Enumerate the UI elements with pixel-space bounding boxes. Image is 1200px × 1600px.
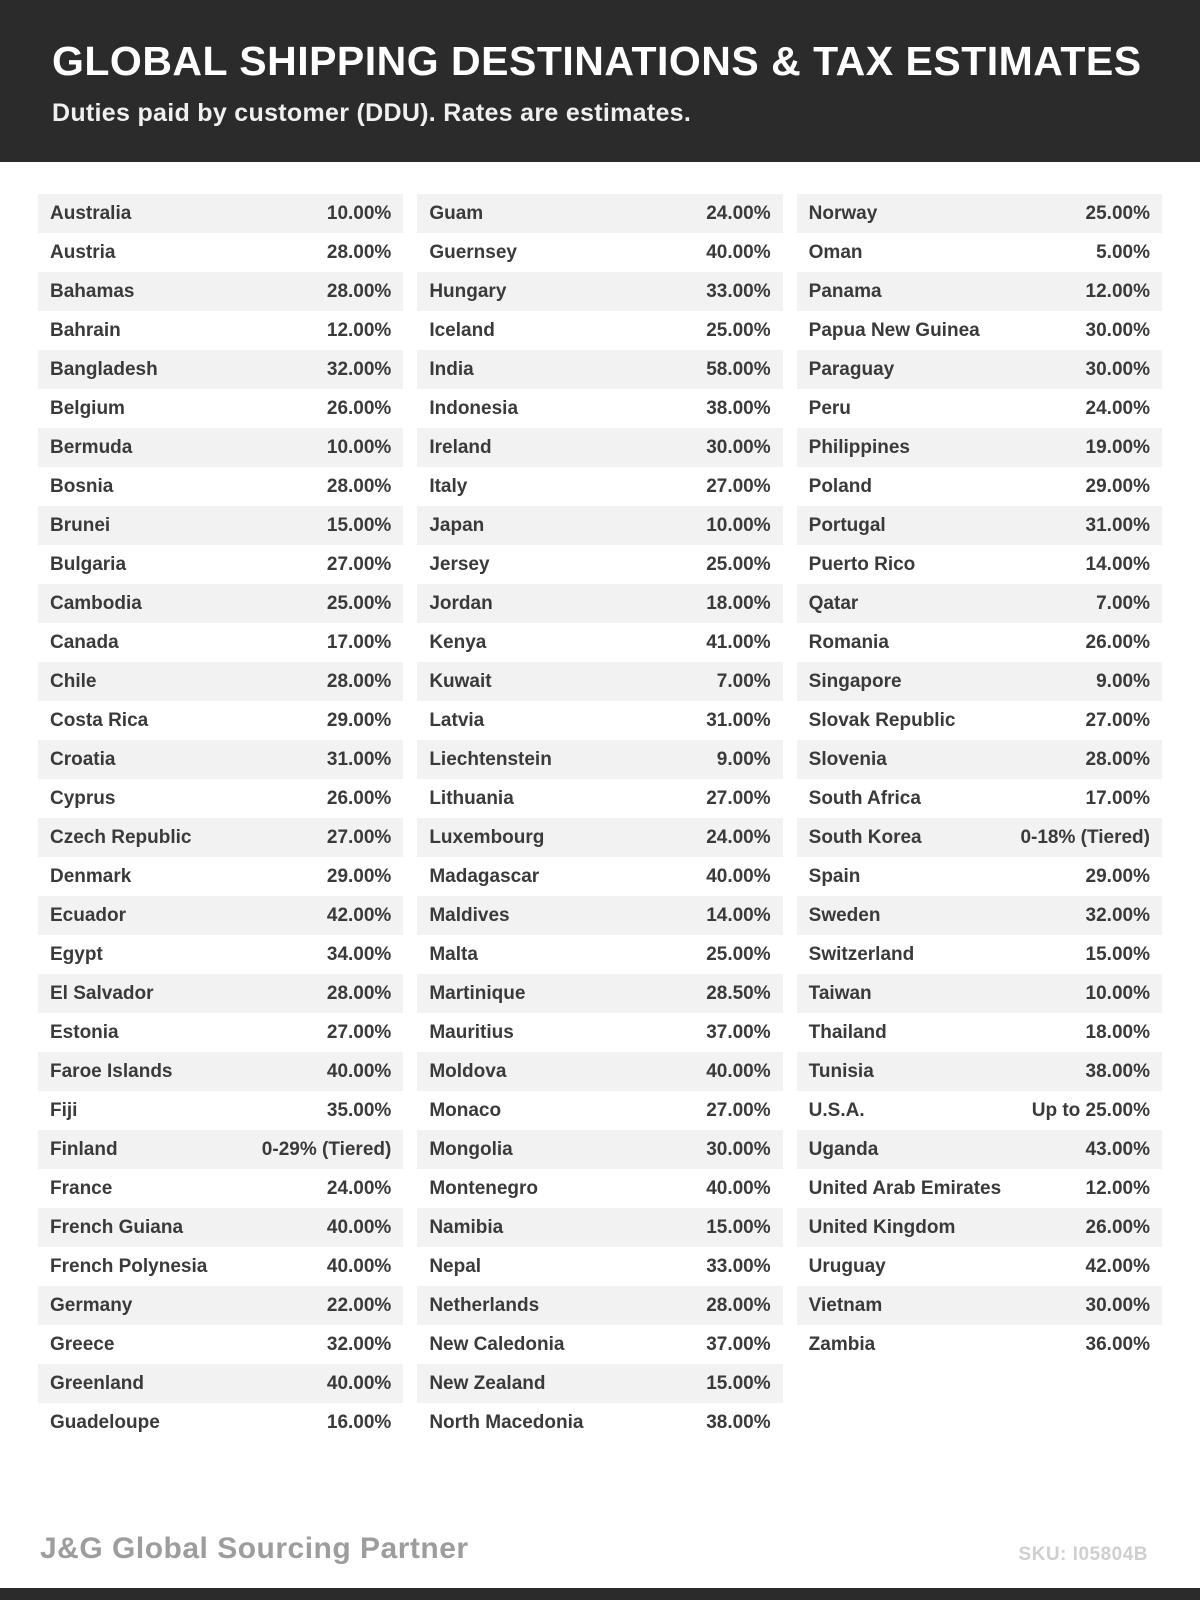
tax-rate: 28.00% <box>326 670 392 692</box>
table-row <box>797 662 1162 701</box>
country-name: South Africa <box>808 787 921 809</box>
table-row <box>417 506 782 545</box>
table-row <box>38 857 403 896</box>
country-name: Costa Rica <box>50 709 149 731</box>
tax-rate: 10.00% <box>326 202 392 224</box>
country-name: Faroe Islands <box>50 1060 173 1082</box>
page-header <box>0 0 1200 162</box>
country-name: Canada <box>50 631 119 653</box>
table-row <box>797 506 1162 545</box>
tax-rate: 32.00% <box>326 1333 392 1355</box>
table-row <box>417 857 782 896</box>
country-name: Germany <box>50 1294 133 1316</box>
country-name: Namibia <box>429 1216 504 1238</box>
table-row <box>417 818 782 857</box>
tax-rate: 33.00% <box>706 280 771 302</box>
country-name: French Polynesia <box>50 1255 208 1277</box>
tax-rate: 0-29% (Tiered) <box>261 1138 392 1160</box>
table-row <box>797 1325 1162 1364</box>
tax-rate: 17.00% <box>1085 787 1150 809</box>
tax-rate: 41.00% <box>706 631 771 653</box>
tax-rate: 5.00% <box>1096 241 1150 263</box>
country-name: France <box>50 1177 113 1199</box>
country-name: Taiwan <box>808 982 872 1004</box>
country-name: Switzerland <box>808 943 915 965</box>
tax-rate: 35.00% <box>326 1099 392 1121</box>
country-name: Guam <box>429 202 484 224</box>
country-name: Greece <box>50 1333 115 1355</box>
tax-rate: 32.00% <box>1085 904 1150 926</box>
table-row <box>38 1091 403 1130</box>
tax-rate: 18.00% <box>706 592 771 614</box>
tax-rate: 40.00% <box>706 241 771 263</box>
table-row <box>38 740 403 779</box>
country-name: Slovenia <box>808 748 887 770</box>
tax-rate: 26.00% <box>1085 631 1150 653</box>
table-row <box>797 584 1162 623</box>
tax-rate: 28.00% <box>326 982 392 1004</box>
country-name: Japan <box>429 514 485 536</box>
country-name: United Kingdom <box>808 1216 956 1238</box>
table-row <box>38 506 403 545</box>
country-name: Finland <box>50 1138 118 1160</box>
table-row <box>417 350 782 389</box>
tax-rate: 36.00% <box>1085 1333 1150 1355</box>
sku-label: SKU: I05804B <box>1018 1544 1148 1565</box>
table-row <box>417 1091 782 1130</box>
tax-rate: 15.00% <box>706 1372 771 1394</box>
table-row <box>797 1091 1162 1130</box>
country-name: El Salvador <box>50 982 154 1004</box>
table-row <box>417 896 782 935</box>
tax-rate: 9.00% <box>716 748 771 770</box>
country-name: New Caledonia <box>429 1333 565 1355</box>
tax-rate: 29.00% <box>326 709 392 731</box>
tax-rate: 28.00% <box>326 241 392 263</box>
tax-rate: 40.00% <box>706 1060 771 1082</box>
table-row <box>417 701 782 740</box>
table-row <box>38 428 403 467</box>
country-name: Malta <box>429 943 478 965</box>
country-name: Netherlands <box>429 1294 540 1316</box>
table-row <box>417 1208 782 1247</box>
table-row <box>38 1208 403 1247</box>
tax-rate: 15.00% <box>706 1216 771 1238</box>
table-row <box>417 740 782 779</box>
table-row <box>417 1013 782 1052</box>
country-name: U.S.A. <box>808 1099 865 1121</box>
table-row <box>38 467 403 506</box>
rates-column-1 <box>38 194 403 1442</box>
table-row <box>38 623 403 662</box>
table-row <box>797 1169 1162 1208</box>
tax-rate: 12.00% <box>1085 280 1150 302</box>
tax-rate: 17.00% <box>326 631 392 653</box>
table-row <box>38 701 403 740</box>
tax-rate: 27.00% <box>326 553 392 575</box>
country-name: Singapore <box>808 670 902 692</box>
tax-rate: 24.00% <box>326 1177 392 1199</box>
table-row <box>38 1130 403 1169</box>
table-row <box>38 662 403 701</box>
country-name: Uganda <box>808 1138 879 1160</box>
table-row <box>797 311 1162 350</box>
country-name: North Macedonia <box>429 1411 584 1433</box>
table-row <box>797 1013 1162 1052</box>
country-name: Austria <box>50 241 116 263</box>
tax-rate: 38.00% <box>1085 1060 1150 1082</box>
country-name: Uruguay <box>808 1255 886 1277</box>
country-name: Bosnia <box>50 475 114 497</box>
tax-rate: 22.00% <box>326 1294 392 1316</box>
tax-rate: 27.00% <box>1085 709 1150 731</box>
country-name: Indonesia <box>429 397 519 419</box>
country-name: Croatia <box>50 748 116 770</box>
country-name: Ecuador <box>50 904 127 926</box>
tax-rate: 19.00% <box>1085 436 1150 458</box>
tax-rate: 25.00% <box>706 553 771 575</box>
table-row <box>38 1247 403 1286</box>
tax-rate: 28.00% <box>326 475 392 497</box>
country-name: Belgium <box>50 397 125 419</box>
brand-name: J&G Global Sourcing Partner <box>40 1532 469 1565</box>
tax-rate: 10.00% <box>1085 982 1150 1004</box>
country-name: French Guiana <box>50 1216 184 1238</box>
country-name: Bulgaria <box>50 553 127 575</box>
table-row <box>38 350 403 389</box>
country-name: Bermuda <box>50 436 133 458</box>
table-row <box>417 623 782 662</box>
country-name: Denmark <box>50 865 132 887</box>
table-row <box>38 935 403 974</box>
tax-rate: 29.00% <box>1085 475 1150 497</box>
country-name: Spain <box>808 865 861 887</box>
country-name: Portugal <box>808 514 886 536</box>
country-name: Mongolia <box>429 1138 513 1160</box>
table-row <box>797 467 1162 506</box>
country-name: Guernsey <box>429 241 517 263</box>
rates-column-3 <box>797 194 1162 1364</box>
tax-rate: 10.00% <box>706 514 771 536</box>
table-row <box>797 389 1162 428</box>
country-name: Nepal <box>429 1255 482 1277</box>
country-name: Thailand <box>808 1021 887 1043</box>
table-row <box>417 428 782 467</box>
tax-rate: 14.00% <box>706 904 771 926</box>
page-subtitle: Duties paid by customer (DDU). Rates are estimates. <box>52 99 692 127</box>
tax-rate: 30.00% <box>706 436 771 458</box>
tax-rate: 31.00% <box>326 748 392 770</box>
country-name: Paraguay <box>808 358 895 380</box>
country-name: Brunei <box>50 514 111 536</box>
country-name: Bangladesh <box>50 358 158 380</box>
table-row <box>38 1013 403 1052</box>
country-name: Italy <box>429 475 468 497</box>
country-name: Puerto Rico <box>808 553 916 575</box>
table-row <box>797 1130 1162 1169</box>
tax-rate: Up to 25.00% <box>1031 1099 1150 1121</box>
country-name: Iceland <box>429 319 495 341</box>
country-name: Philippines <box>808 436 911 458</box>
table-row <box>417 272 782 311</box>
tax-rate: 40.00% <box>326 1060 392 1082</box>
table-row <box>797 1052 1162 1091</box>
tax-rate: 30.00% <box>706 1138 771 1160</box>
country-name: Montenegro <box>429 1177 539 1199</box>
tax-rate: 38.00% <box>706 1411 771 1433</box>
table-row <box>38 584 403 623</box>
tax-rate: 40.00% <box>326 1372 392 1394</box>
table-row <box>38 1052 403 1091</box>
country-name: Kuwait <box>429 670 492 692</box>
tax-rate: 31.00% <box>706 709 771 731</box>
table-row <box>797 233 1162 272</box>
table-row <box>417 545 782 584</box>
table-row <box>417 1052 782 1091</box>
tax-rate: 28.00% <box>706 1294 771 1316</box>
country-name: Romania <box>808 631 889 653</box>
country-name: Kenya <box>429 631 487 653</box>
country-name: Cambodia <box>50 592 142 614</box>
table-row <box>38 974 403 1013</box>
tax-rate: 27.00% <box>326 1021 392 1043</box>
country-name: Qatar <box>808 592 859 614</box>
country-name: Guadeloupe <box>50 1411 160 1433</box>
country-name: United Arab Emirates <box>808 1177 1002 1199</box>
country-name: Maldives <box>429 904 510 926</box>
table-row <box>417 467 782 506</box>
tax-rate: 7.00% <box>1096 592 1150 614</box>
country-name: Lithuania <box>429 787 514 809</box>
table-row <box>417 779 782 818</box>
tax-rate: 25.00% <box>326 592 392 614</box>
country-name: New Zealand <box>429 1372 546 1394</box>
tax-rate: 15.00% <box>326 514 392 536</box>
tax-rate: 26.00% <box>326 787 392 809</box>
table-row <box>417 233 782 272</box>
tax-rate: 31.00% <box>1085 514 1150 536</box>
table-row <box>38 1169 403 1208</box>
tax-rate: 9.00% <box>1096 670 1150 692</box>
table-row <box>797 974 1162 1013</box>
tax-rate: 40.00% <box>706 865 771 887</box>
table-row <box>797 1286 1162 1325</box>
table-row <box>417 1364 782 1403</box>
country-name: Liechtenstein <box>429 748 552 770</box>
country-name: Egypt <box>50 943 103 965</box>
table-row <box>797 740 1162 779</box>
tax-rate: 12.00% <box>1085 1177 1150 1199</box>
table-row <box>797 1208 1162 1247</box>
table-row <box>797 350 1162 389</box>
tax-rate: 14.00% <box>1085 553 1150 575</box>
country-name: Mauritius <box>429 1021 514 1043</box>
table-row <box>38 1286 403 1325</box>
tax-rate: 7.00% <box>716 670 771 692</box>
country-name: Czech Republic <box>50 826 192 848</box>
table-row <box>417 194 782 233</box>
table-row <box>38 311 403 350</box>
table-row <box>38 779 403 818</box>
page-title: GLOBAL SHIPPING DESTINATIONS & TAX ESTIMATES <box>52 38 1142 84</box>
table-row <box>797 623 1162 662</box>
country-name: Cyprus <box>50 787 116 809</box>
country-name: India <box>429 358 474 380</box>
table-row <box>38 545 403 584</box>
table-row <box>417 311 782 350</box>
table-row <box>38 1325 403 1364</box>
country-name: Bahrain <box>50 319 121 341</box>
tax-rate: 33.00% <box>706 1255 771 1277</box>
country-name: Jordan <box>429 592 493 614</box>
tax-rate: 58.00% <box>706 358 771 380</box>
table-row <box>417 584 782 623</box>
country-name: Hungary <box>429 280 507 302</box>
table-row <box>797 194 1162 233</box>
country-name: Peru <box>808 397 851 419</box>
country-name: Ireland <box>429 436 492 458</box>
tax-rate: 38.00% <box>706 397 771 419</box>
tax-rate: 28.50% <box>706 982 771 1004</box>
tax-rate: 40.00% <box>706 1177 771 1199</box>
tax-rate: 37.00% <box>706 1021 771 1043</box>
tax-rate: 0-18% (Tiered) <box>1020 826 1150 848</box>
table-row <box>417 935 782 974</box>
country-name: Sweden <box>808 904 881 926</box>
table-row <box>797 779 1162 818</box>
table-row <box>417 1169 782 1208</box>
country-name: Bahamas <box>50 280 135 302</box>
tax-rate: 16.00% <box>326 1411 392 1433</box>
tax-rate: 30.00% <box>1085 358 1150 380</box>
tax-rate: 18.00% <box>1085 1021 1150 1043</box>
tax-rate: 28.00% <box>326 280 392 302</box>
tax-rate: 43.00% <box>1085 1138 1150 1160</box>
tax-rate: 27.00% <box>706 1099 771 1121</box>
rates-column-2 <box>417 194 782 1442</box>
table-row <box>797 272 1162 311</box>
table-row <box>38 818 403 857</box>
table-row <box>38 272 403 311</box>
country-name: Chile <box>50 670 97 692</box>
country-name: Poland <box>808 475 872 497</box>
country-name: Estonia <box>50 1021 119 1043</box>
country-name: Slovak Republic <box>808 709 956 731</box>
tax-rate: 29.00% <box>326 865 392 887</box>
country-name: Papua New Guinea <box>808 319 980 341</box>
table-row <box>417 1403 782 1442</box>
table-row <box>797 545 1162 584</box>
country-name: Moldova <box>429 1060 507 1082</box>
rates-table <box>0 162 1200 1532</box>
country-name: Norway <box>808 202 878 224</box>
country-name: Madagascar <box>429 865 540 887</box>
table-row <box>38 389 403 428</box>
country-name: Latvia <box>429 709 485 731</box>
table-row <box>797 428 1162 467</box>
tax-rate: 30.00% <box>1085 319 1150 341</box>
country-name: Greenland <box>50 1372 144 1394</box>
table-row <box>38 896 403 935</box>
table-row <box>417 1325 782 1364</box>
country-name: Monaco <box>429 1099 502 1121</box>
tax-rate: 25.00% <box>706 943 771 965</box>
table-row <box>417 1130 782 1169</box>
table-row <box>417 974 782 1013</box>
bottom-accent-bar <box>0 1588 1200 1600</box>
country-name: Zambia <box>808 1333 876 1355</box>
tax-rate: 42.00% <box>1085 1255 1150 1277</box>
tax-rate: 24.00% <box>1085 397 1150 419</box>
table-row <box>417 1247 782 1286</box>
country-name: Tunisia <box>808 1060 874 1082</box>
country-name: Oman <box>808 241 863 263</box>
tax-rate: 42.00% <box>326 904 392 926</box>
table-row <box>417 662 782 701</box>
tax-rate: 27.00% <box>706 475 771 497</box>
tax-rate: 27.00% <box>706 787 771 809</box>
country-name: Fiji <box>50 1099 78 1121</box>
tax-rate: 37.00% <box>706 1333 771 1355</box>
table-row <box>38 194 403 233</box>
tax-rate: 10.00% <box>326 436 392 458</box>
table-row <box>797 857 1162 896</box>
country-name: Vietnam <box>808 1294 883 1316</box>
table-row <box>797 935 1162 974</box>
tax-rate: 28.00% <box>1085 748 1150 770</box>
table-row <box>417 389 782 428</box>
tax-rate: 15.00% <box>1085 943 1150 965</box>
tax-rate: 30.00% <box>1085 1294 1150 1316</box>
tax-rate: 25.00% <box>706 319 771 341</box>
tax-rate: 29.00% <box>1085 865 1150 887</box>
tax-rate: 25.00% <box>1085 202 1150 224</box>
tax-rate: 26.00% <box>1085 1216 1150 1238</box>
tax-rate: 32.00% <box>326 358 392 380</box>
tax-rate: 26.00% <box>326 397 392 419</box>
table-row <box>38 1364 403 1403</box>
tax-rate: 12.00% <box>326 319 392 341</box>
country-name: Australia <box>50 202 132 224</box>
table-row <box>38 233 403 272</box>
table-row <box>797 896 1162 935</box>
table-row <box>417 1286 782 1325</box>
country-name: Panama <box>808 280 882 302</box>
country-name: Martinique <box>429 982 526 1004</box>
tax-rate: 40.00% <box>326 1216 392 1238</box>
tax-rate: 27.00% <box>326 826 392 848</box>
country-name: Luxembourg <box>429 826 545 848</box>
tax-rate: 24.00% <box>706 202 771 224</box>
country-name: South Korea <box>808 826 922 848</box>
country-name: Jersey <box>429 553 490 575</box>
table-row <box>797 701 1162 740</box>
table-row <box>797 818 1162 857</box>
table-row <box>797 1247 1162 1286</box>
tax-rate: 34.00% <box>326 943 392 965</box>
table-row <box>38 1403 403 1442</box>
tax-rate: 40.00% <box>326 1255 392 1277</box>
tax-rate: 24.00% <box>706 826 771 848</box>
